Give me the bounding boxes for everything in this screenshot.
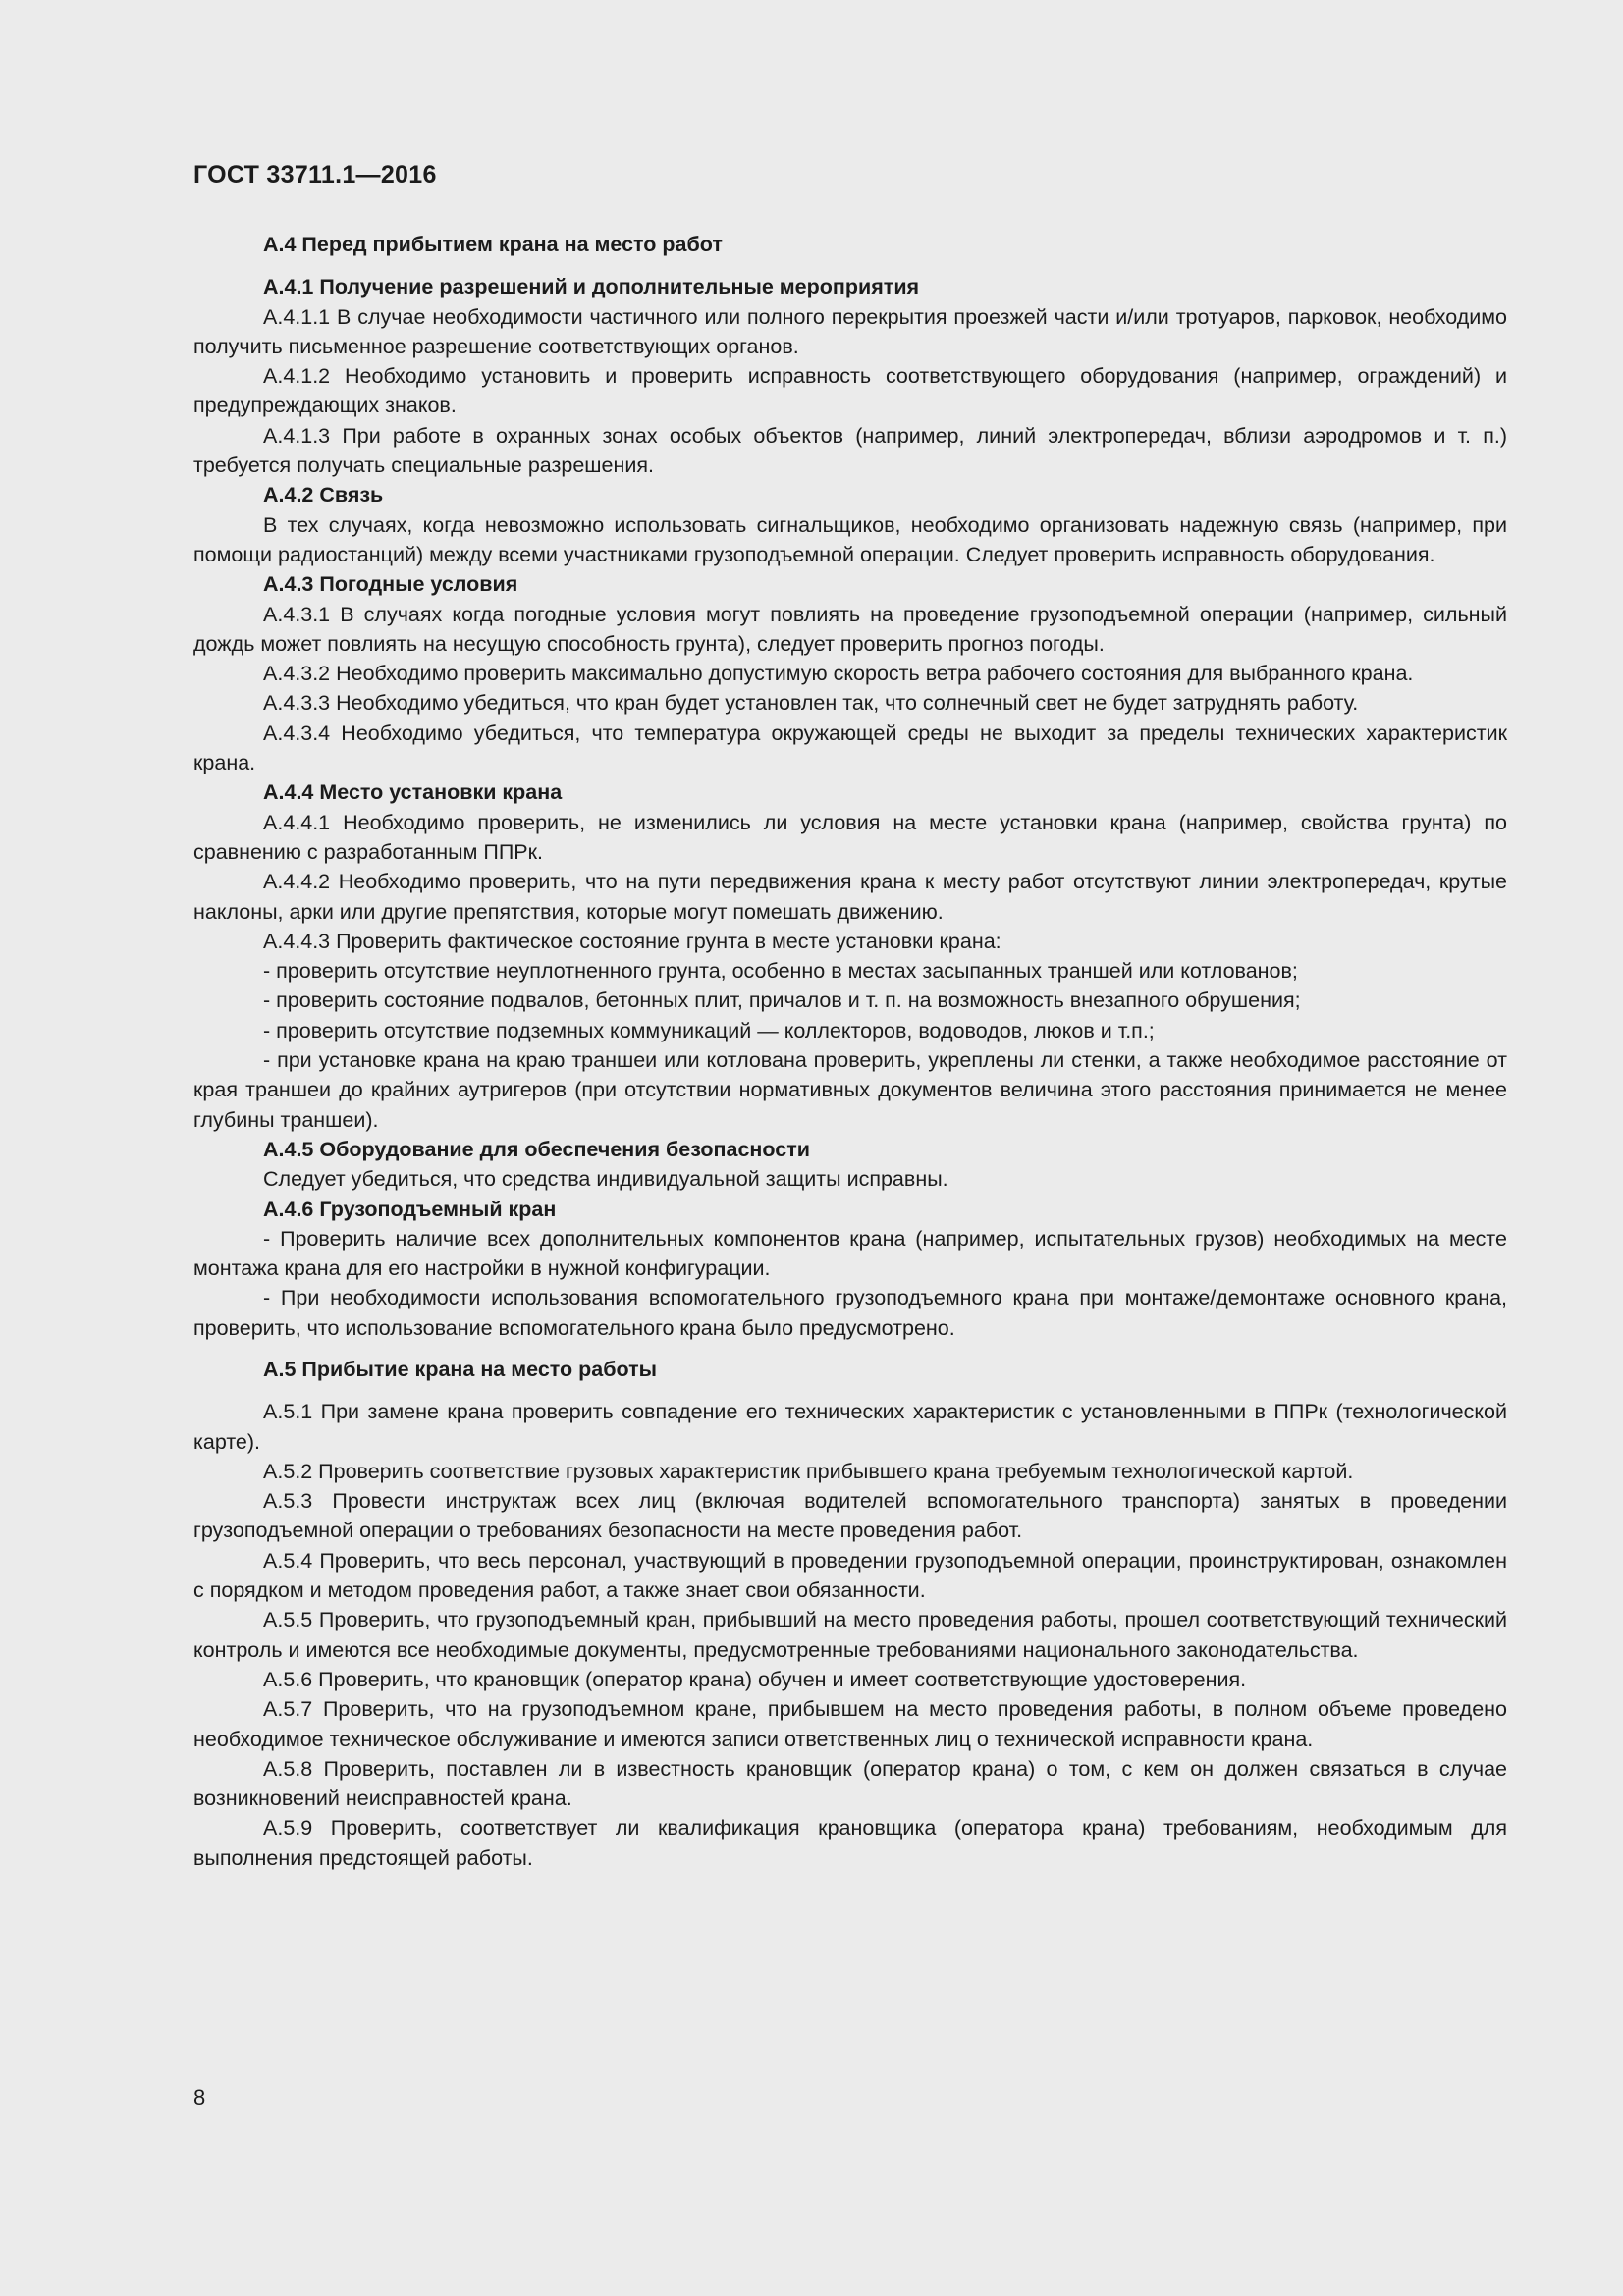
paragraph-a5-1: А.5.1 При замене крана проверить совпадение его технических характеристик с установленными в ППРк (технологической карте).: [193, 1400, 1507, 1454]
list-item-soil-check: - проверить отсутствие неуплотненного грунта, особенно в местах засыпанных траншей или котлованов;: [263, 959, 1298, 984]
paragraph-a5-4: А.5.4 Проверить, что весь персонал, участвующий в проведении грузоподъемной операции, проинструктирован, ознакомлен с порядком и методом проведения работ, а также знает свои обязанности.: [193, 1548, 1507, 1603]
list-item-trench-check: - при установке крана на краю траншеи или котлована проверить, укреплены ли стенки, а также необходимое расстояние от края траншеи до крайних аутригеров (при отсутствии нормативных документов величина этого расстояния принимается не менее глубины траншеи).: [193, 1048, 1507, 1132]
paragraph-a4-3-1: А.4.3.1 В случаях когда погодные условия могут повлиять на проведение грузоподъемной операции (например, сильный дождь может повлиять на несущую способность грунта), следует проверить прогноз погоды.: [193, 602, 1507, 656]
section-heading-a5: А.5 Прибытие крана на место работы: [263, 1357, 657, 1381]
list-item-utilities-check: - проверить отсутствие подземных коммуникаций — коллекторов, водоводов, люков и т.п.;: [263, 1018, 1155, 1042]
paragraph-a4-1-2: А.4.1.2 Необходимо установить и проверить исправность соответствующего оборудования (например, ограждений) и предупреждающих знаков.: [193, 364, 1507, 418]
paragraph-a5-7: А.5.7 Проверить, что на грузоподъемном кране, прибывшем на место проведения работы, в полном объеме проведено необходимое техническое обслуживание и имеются записи ответственных лиц о технической исправности крана.: [193, 1697, 1507, 1751]
paragraph-a5-9: А.5.9 Проверить, соответствует ли квалификация крановщика (оператора крана) требованиям, необходимым для выполнения предстоящей работы.: [193, 1816, 1507, 1870]
document-code-header: ГОСТ 33711.1—2016: [193, 161, 437, 188]
subsection-heading-a4-5: А.4.5 Оборудование для обеспечения безопасности: [263, 1137, 810, 1161]
paragraph-a5-2: А.5.2 Проверить соответствие грузовых характеристик прибывшего крана требуемым технологической картой.: [263, 1459, 1354, 1483]
subsection-heading-a4-6: А.4.6 Грузоподъемный кран: [263, 1197, 557, 1221]
paragraph-a4-1-1: А.4.1.1 В случае необходимости частичного или полного перекрытия проезжей части и/или тротуаров, парковок, необходимо получить письменное разрешение соответствующих органов.: [193, 304, 1507, 358]
paragraph-a4-2: В тех случаях, когда невозможно использовать сигнальщиков, необходимо организовать надежную связь (например, при помощи радиостанций) между всеми участниками грузоподъемной операции. Следует проверить исправность оборудования.: [193, 512, 1507, 566]
paragraph-a4-4-3: А.4.4.3 Проверить фактическое состояние грунта в месте установки крана:: [263, 929, 1001, 953]
list-item-basement-check: - проверить состояние подвалов, бетонных плит, причалов и т. п. на возможность внезапного обрушения;: [263, 988, 1301, 1013]
subsection-heading-a4-4: А.4.4 Место установки крана: [263, 780, 563, 805]
subsection-heading-a4-2: А.4.2 Связь: [263, 483, 384, 507]
paragraph-a4-4-1: А.4.4.1 Необходимо проверить, не изменились ли условия на месте установки крана (например, свойства грунта) по сравнению с разработанным ППРк.: [193, 810, 1507, 864]
subsection-heading-a4-1: А.4.1 Получение разрешений и дополнительные мероприятия: [263, 275, 920, 299]
document-body: [193, 230, 1507, 1873]
paragraph-a4-3-3: А.4.3.3 Необходимо убедиться, что кран будет установлен так, что солнечный свет не будет затруднять работу.: [263, 691, 1359, 716]
section-heading-a4: А.4 Перед прибытием крана на место работ: [263, 233, 723, 256]
paragraph-a4-4-2: А.4.4.2 Необходимо проверить, что на пути передвижения крана к месту работ отсутствуют линии электропередач, крутые наклоны, арки или другие препятствия, которые могут помешать движению.: [193, 870, 1507, 924]
list-item-components-check: - Проверить наличие всех дополнительных компонентов крана (например, испытательных грузов) необходимых на месте монтажа крана для его настройки в нужной конфигурации.: [193, 1226, 1507, 1281]
paragraph-a4-1-3: А.4.1.3 При работе в охранных зонах особых объектов (например, линий электропередач, вблизи аэродромов и т. п.) требуется получать специальные разрешения.: [193, 423, 1507, 478]
page-number: 8: [193, 2085, 206, 2109]
paragraph-a5-3: А.5.3 Провести инструктаж всех лиц (включая водителей вспомогательного транспорта) занятых в проведении грузоподъемной операции о требованиях безопасности на месте проведения работ.: [193, 1489, 1507, 1543]
paragraph-a5-8: А.5.8 Проверить, поставлен ли в известность крановщик (оператор крана) о том, с кем он должен связаться в случае возникновений неисправностей крана.: [193, 1756, 1507, 1811]
paragraph-a4-3-2: А.4.3.2 Необходимо проверить максимально допустимую скорость ветра рабочего состояния для выбранного крана.: [263, 662, 1414, 686]
list-item-auxiliary-crane: - При необходимости использования вспомогательного грузоподъемного крана при монтаже/демонтаже основного крана, проверить, что использование вспомогательного крана было предусмотрено.: [193, 1286, 1507, 1340]
paragraph-a5-5: А.5.5 Проверить, что грузоподъемный кран, прибывший на место проведения работы, прошел соответствующий технический контроль и имеются все необходимые документы, предусмотренные требованиями национального законодательства.: [193, 1608, 1507, 1662]
subsection-heading-a4-3: А.4.3 Погодные условия: [263, 572, 518, 597]
paragraph-a4-5: Следует убедиться, что средства индивидуальной защиты исправны.: [263, 1167, 948, 1192]
paragraph-a4-3-4: А.4.3.4 Необходимо убедиться, что температура окружающей среды не выходит за пределы технических характеристик крана.: [193, 721, 1507, 775]
paragraph-a5-6: А.5.6 Проверить, что крановщик (оператор крана) обучен и имеет соответствующие удостоверения.: [263, 1667, 1247, 1691]
